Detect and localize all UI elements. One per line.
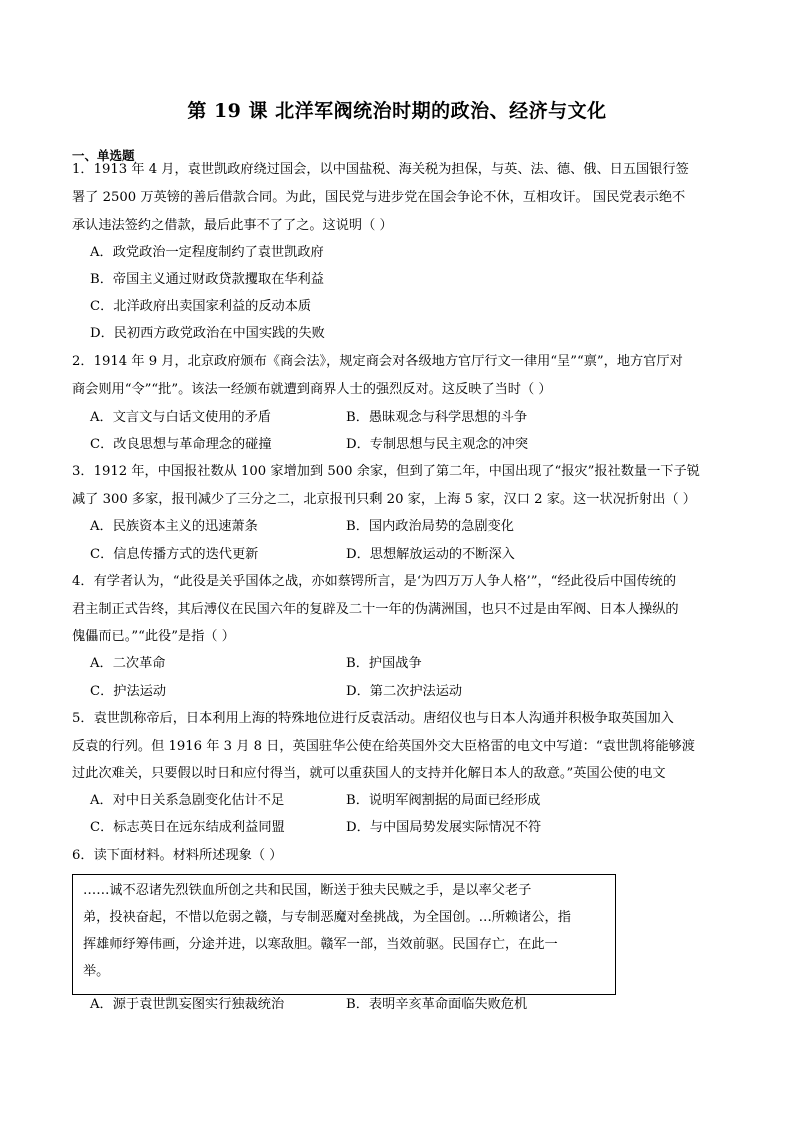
option-b[interactable]: B．国内政治局势的急剧变化 bbox=[346, 519, 514, 534]
material-quote-box bbox=[72, 874, 616, 995]
option-d[interactable]: D．与中国局势发展实际情况不符 bbox=[346, 820, 542, 835]
option-d[interactable]: D．第二次护法运动 bbox=[346, 684, 463, 699]
question-text-line: 过此次难关，只要假以时日和应付得当，就可以重获国人的支持并化解日本人的敌意。”英国公使的电文 bbox=[72, 766, 666, 781]
option-b[interactable]: B．说明军阀割据的局面已经形成 bbox=[346, 793, 541, 808]
option-a[interactable]: A．二次革命 bbox=[90, 656, 166, 671]
option-c[interactable]: C．护法运动 bbox=[90, 684, 167, 699]
question-text-line: 2．1914 年 9 月，北京政府颁布《商会法》，规定商会对各级地方官厅行文一律用“呈”“禀”，地方官厅对 bbox=[72, 354, 683, 369]
option-d[interactable]: D．思想解放运动的不断深入 bbox=[346, 547, 515, 562]
option-c[interactable]: C．北洋政府出卖国家利益的反动本质 bbox=[90, 299, 312, 314]
question-text-line: 商会则用“令”“批”。该法一经颁布就遭到商界人士的强烈反对。这反映了当时（ ） bbox=[72, 382, 552, 397]
quote-line: 举。 bbox=[83, 964, 110, 979]
question-text-line: 4．有学者认为，“此役是关乎国体之战，亦如蔡锷所言，是‘为四万万人争人格’”，“经此役后中国传统的 bbox=[72, 574, 677, 589]
section-header: 一、单选题 bbox=[72, 148, 135, 163]
option-b[interactable]: B．表明辛亥革命面临失败危机 bbox=[346, 997, 528, 1012]
quote-line: 弟，投袂奋起，不惜以危弱之赣，与专制恶魔对垒挑战，为全国创。…所赖诸公，指 bbox=[83, 910, 571, 925]
option-a[interactable]: A．源于袁世凯妄图实行独裁统治 bbox=[90, 997, 285, 1012]
question-text-line: 1．1913 年 4 月，袁世凯政府绕过国会，以中国盐税、海关税为担保，与英、法、德、俄、日五国银行签 bbox=[72, 162, 689, 177]
question-text-line: 承认违法签约之借款，最后此事不了了之。这说明（ ） bbox=[72, 218, 393, 233]
option-b[interactable]: B．护国战争 bbox=[346, 656, 422, 671]
option-b[interactable]: B．愚昧观念与科学思想的斗争 bbox=[346, 410, 528, 425]
option-d[interactable]: D．民初西方政党政治在中国实践的失败 bbox=[90, 326, 325, 341]
option-c[interactable]: C．信息传播方式的迭代更新 bbox=[90, 547, 259, 562]
quote-line: 挥雄师纾筹伟画，分途并进，以寒敌胆。赣军一部，当效前驱。民国存亡，在此一 bbox=[83, 937, 558, 952]
question-text-line: 君主制正式告终，其后溥仪在民国六年的复辟及二十一年的伪满洲国，也只不过是由军阀、日本人操纵的 bbox=[72, 602, 679, 617]
option-c[interactable]: C．标志英日在远东结成利益同盟 bbox=[90, 820, 285, 835]
option-d[interactable]: D．专制思想与民主观念的冲突 bbox=[346, 437, 529, 452]
page-title: 第 19 课 北洋军阀统治时期的政治、经济与文化 bbox=[187, 100, 607, 122]
question-text-line: 6．读下面材料。材料所述现象（ ） bbox=[72, 848, 283, 863]
question-text-line: 5．袁世凯称帝后，日本利用上海的特殊地位进行反袁活动。唐绍仪也与日本人沟通并积极争取英国加入 bbox=[72, 711, 674, 726]
option-a[interactable]: A．民族资本主义的迅速萧条 bbox=[90, 519, 258, 534]
option-a[interactable]: A．对中日关系急剧变化估计不足 bbox=[90, 793, 285, 808]
question-text-line: 3．1912 年，中国报社数从 100 家增加到 500 余家，但到了第二年，中国出现了“报灾”报社数量一下子锐 bbox=[72, 464, 700, 479]
option-a[interactable]: A．文言文与白话文使用的矛盾 bbox=[90, 410, 271, 425]
question-text-line: 反袁的行列。但 1916 年 3 月 8 日，英国驻华公使在给英国外交大臣格雷的电文中写道：“袁世凯将能够渡 bbox=[72, 739, 695, 754]
option-a[interactable]: A．政党政治一定程度制约了袁世凯政府 bbox=[90, 245, 324, 260]
question-text-line: 署了 2500 万英镑的善后借款合同。为此，国民党与进步党在国会争论不休，互相攻讦。 国民党表示绝不 bbox=[72, 190, 686, 205]
question-text-line: 减了 300 多家，报刊减少了三分之二，北京报刊只剩 20 家，上海 5 家，汉口 2 家。这一状况折射出（ ） bbox=[72, 492, 696, 507]
question-text-line: 傀儡而已。”“此役”是指（ ） bbox=[72, 629, 235, 644]
quote-line: ……诚不忍诸先烈铁血所创之共和民国，断送于独夫民贼之手，是以率父老子 bbox=[83, 883, 532, 898]
option-b[interactable]: B．帝国主义通过财政贷款攫取在华利益 bbox=[90, 272, 324, 287]
option-c[interactable]: C．改良思想与革命理念的碰撞 bbox=[90, 437, 272, 452]
